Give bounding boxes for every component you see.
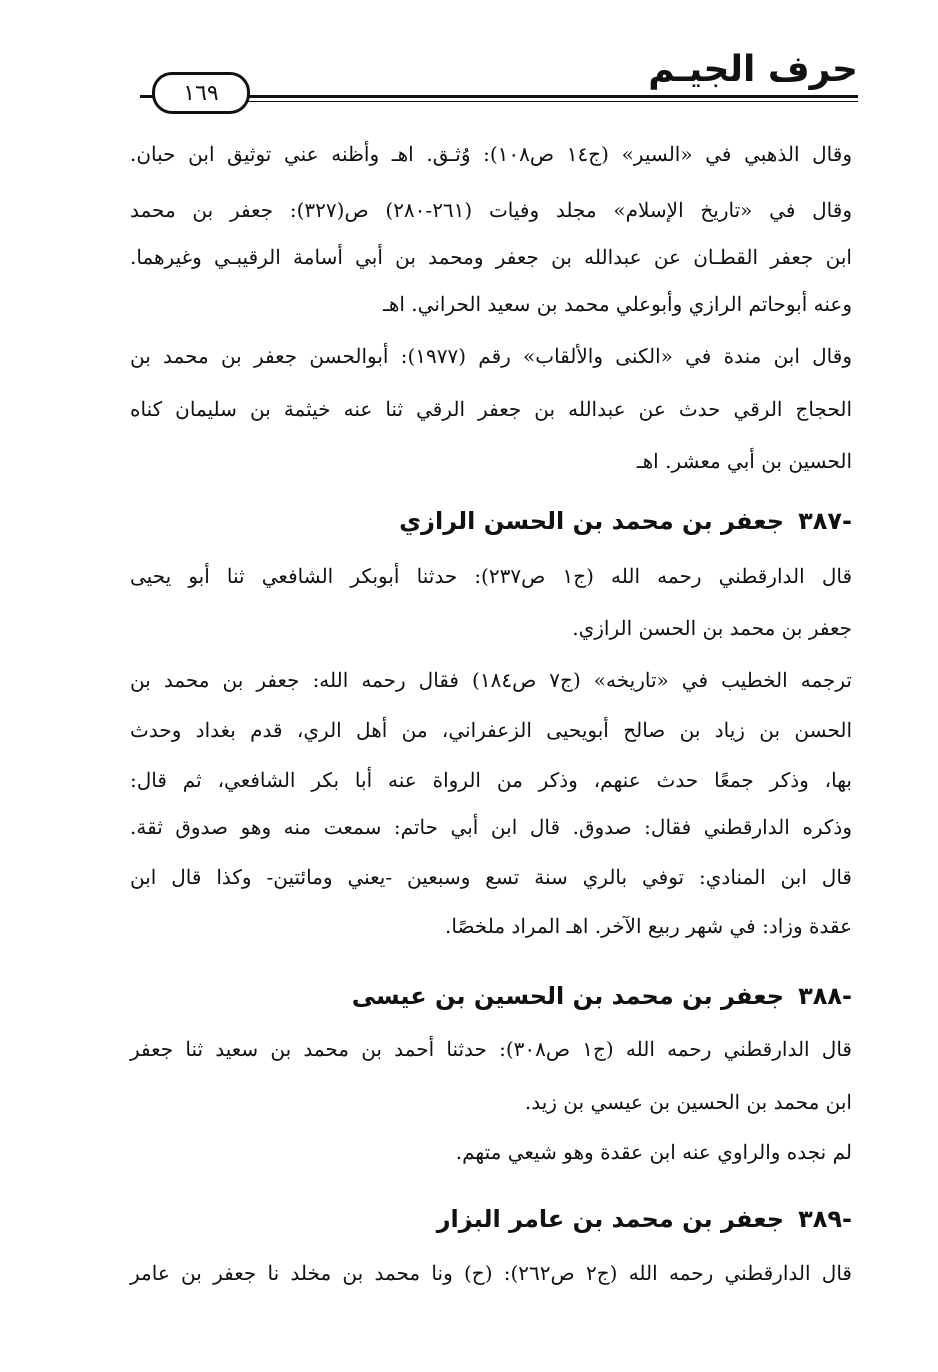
entry-number: -٣٨٩ [798,1205,852,1233]
entry-title: جعفر بن محمد بن الحسن الرازي [399,507,785,535]
entry-heading [330,504,852,538]
text-line: وقال الذهبي في «السير» (ج١٤ ص١٠٨): وُثـق. اهـ وأظنه عني توثيق ابن حبان. [130,142,852,166]
text-line: بها، وذكر جمعًا حدث عنهم، وذكر من الرواة عنه أبا بكر الشافعي، ثم قال: [130,768,852,792]
entry-number: -٣٨٧ [798,507,852,535]
text-line: الحسين بن أبي معشر. اهـ [636,449,852,473]
text-line: الحسن بن زياد بن صالح أبويحيى الزعفراني، من أهل الري، قدم بغداد وحدث [130,718,852,742]
text-line: لم نجده والراوي عنه ابن عقدة وهو شيعي متهم. [455,1140,852,1164]
text-line: عقدة وزاد: في شهر ربيع الآخر. اهـ المراد ملخصًا. [445,914,852,938]
text-line: ترجمه الخطيب في «تاريخه» (ج٧ ص١٨٤) فقال رحمه الله: جعفر بن محمد بن [130,668,852,692]
text-line: وذكره الدارقطني فقال: صدوق. قال ابن أبي حاتم: سمعت منه وهو صدوق ثقة. [130,815,852,839]
text-line: جعفر بن محمد بن الحسن الرازي. [572,616,852,640]
header-rule-thin [160,101,858,102]
page-number: ١٦٩ [152,72,250,114]
text-line: ابن محمد بن الحسين بن عيسي بن زيد. [524,1090,852,1114]
text-line: ابن جعفر القطـان عن عبدالله بن جعفر ومحمد بن أبي أسامة الرقيبـي وغيرهما. [130,245,852,269]
text-line: قال الدارقطني رحمه الله (ج١ ص٣٠٨): حدثنا أحمد بن محمد بن سعيد ثنا جعفر [130,1037,852,1061]
text-line: قال الدارقطني رحمه الله (ج١ ص٢٣٧): حدثنا أبوبكر الشافعي ثنا أبو يحيى [130,564,852,588]
chapter-title: حرف الجيـم [648,49,858,90]
text-line: وعنه أبوحاتم الرازي وأبوعلي محمد بن سعيد الحراني. اهـ [382,292,852,316]
text-line: وقال في «تاريخ الإسلام» مجلد وفيات (٢٦١-٢٨٠) ص(٣٢٧): جعفر بن محمد [130,198,852,222]
text-line: قال ابن المنادي: توفي بالري سنة تسع وسبعين -يعني ومائتين- وكذا قال ابن [130,865,852,889]
entry-title: جعفر بن محمد بن الحسين بن عيسى [351,982,785,1010]
entry-title: جعفر بن محمد بن عامر البزار [436,1205,785,1233]
entry-number: -٣٨٨ [798,982,852,1010]
text-line: وقال ابن مندة في «الكنى والألقاب» رقم (١٩٧٧): أبوالحسن جعفر بن محمد بن [130,344,852,368]
text-line: الحجاج الرقي حدث عن عبدالله بن جعفر الرقي ثنا عنه خيثمة بن سليمان كناه [130,397,853,421]
entry-heading [330,979,852,1013]
text-line: قال الدارقطني رحمه الله (ج٢ ص٢٦٢): (ح) ونا محمد بن مخلد نا جعفر بن عامر [130,1261,852,1285]
entry-heading [330,1202,852,1236]
